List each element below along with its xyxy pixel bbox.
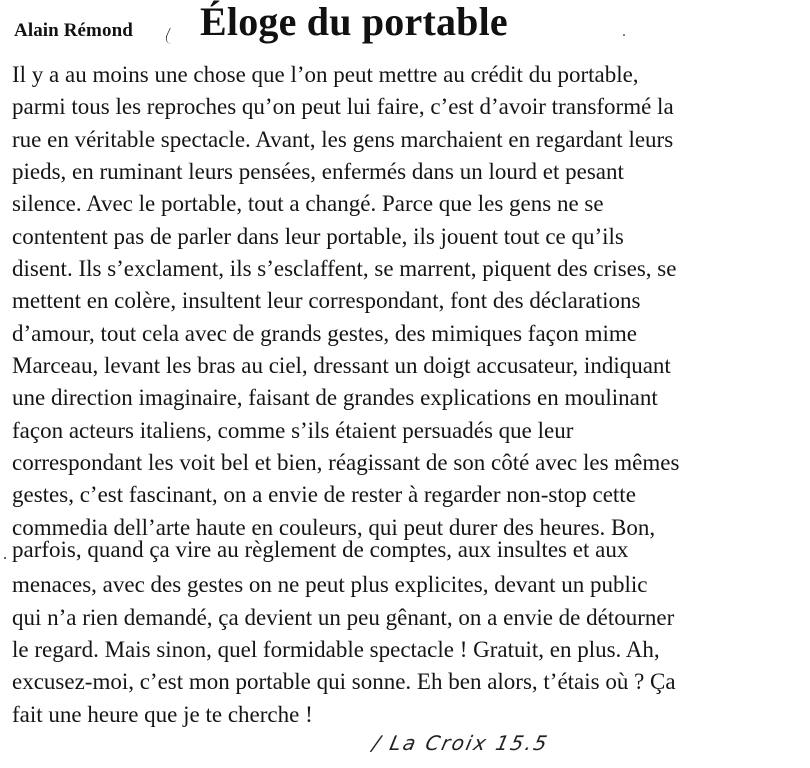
scan-speck [623, 34, 625, 36]
text-line: mettent en colère, insultent leur correspondant, font des déclarations [12, 288, 641, 313]
text-line: excusez-moi, c’est mon portable qui sonne. Eh ben alors, t’étais où ? Ça [12, 669, 676, 694]
text-line: commedia dell’arte haute en couleurs, qui peut durer des heures. Bon, [12, 515, 656, 540]
scan-speck [4, 557, 6, 559]
text-line: parfois, quand ça vire au règlement de comptes, aux insultes et aux [12, 537, 629, 562]
text-line: menaces, avec des gestes on ne peut plus explicites, devant un public [12, 572, 648, 597]
text-line: contentent pas de parler dans leur portable, ils jouent tout ce qu’ils [12, 224, 624, 249]
text-line: Marceau, levant les bras au ciel, dressant un doigt accusateur, indiquant [12, 353, 671, 378]
article-header [14, 0, 794, 52]
text-line: disent. Ils s’exclament, ils s’esclaffent, se marrent, piquent des crises, se [12, 256, 677, 281]
text-line: le regard. Mais sinon, quel formidable spectacle ! Gratuit, en plus. Ah, [12, 637, 660, 662]
author-name: Alain Rémond [14, 20, 133, 41]
text-line: silence. Avec le portable, tout a changé. Parce que les gens ne se [12, 191, 604, 216]
text-line: qui n’a rien demandé, ça devient un peu gênant, on a envie de détourner [12, 605, 675, 630]
text-line: Il y a au moins une chose que l’on peut mettre au crédit du portable, [12, 62, 639, 87]
text-line: façon acteurs italiens, comme s’ils étaient persuadés que leur [12, 418, 574, 443]
article-title: Éloge du portable [200, 0, 508, 44]
text-line: d’amour, tout cela avec de grands gestes, des mimiques façon mime [12, 321, 637, 346]
text-line: une direction imaginaire, faisant de grandes explications en moulinant [12, 385, 658, 410]
handwritten-source-signature: / La Croix 15.5 [370, 731, 552, 755]
text-line: gestes, c’est fascinant, on a envie de rester à regarder non-stop cette [12, 482, 636, 507]
text-line: fait une heure que je te cherche ! [12, 702, 313, 727]
text-line: rue en véritable spectacle. Avant, les gens marchaient en regardant leurs [12, 127, 674, 152]
text-line: parmi tous les reproches qu’on peut lui faire, c’est d’avoir transformé la [12, 94, 674, 119]
text-line: pieds, en ruminant leurs pensées, enfermés dans un lourd et pesant [12, 159, 624, 184]
text-line: correspondant les voit bel et bien, réagissant de son côté avec les mêmes [12, 450, 680, 475]
pen-stroke-mark [162, 28, 184, 44]
